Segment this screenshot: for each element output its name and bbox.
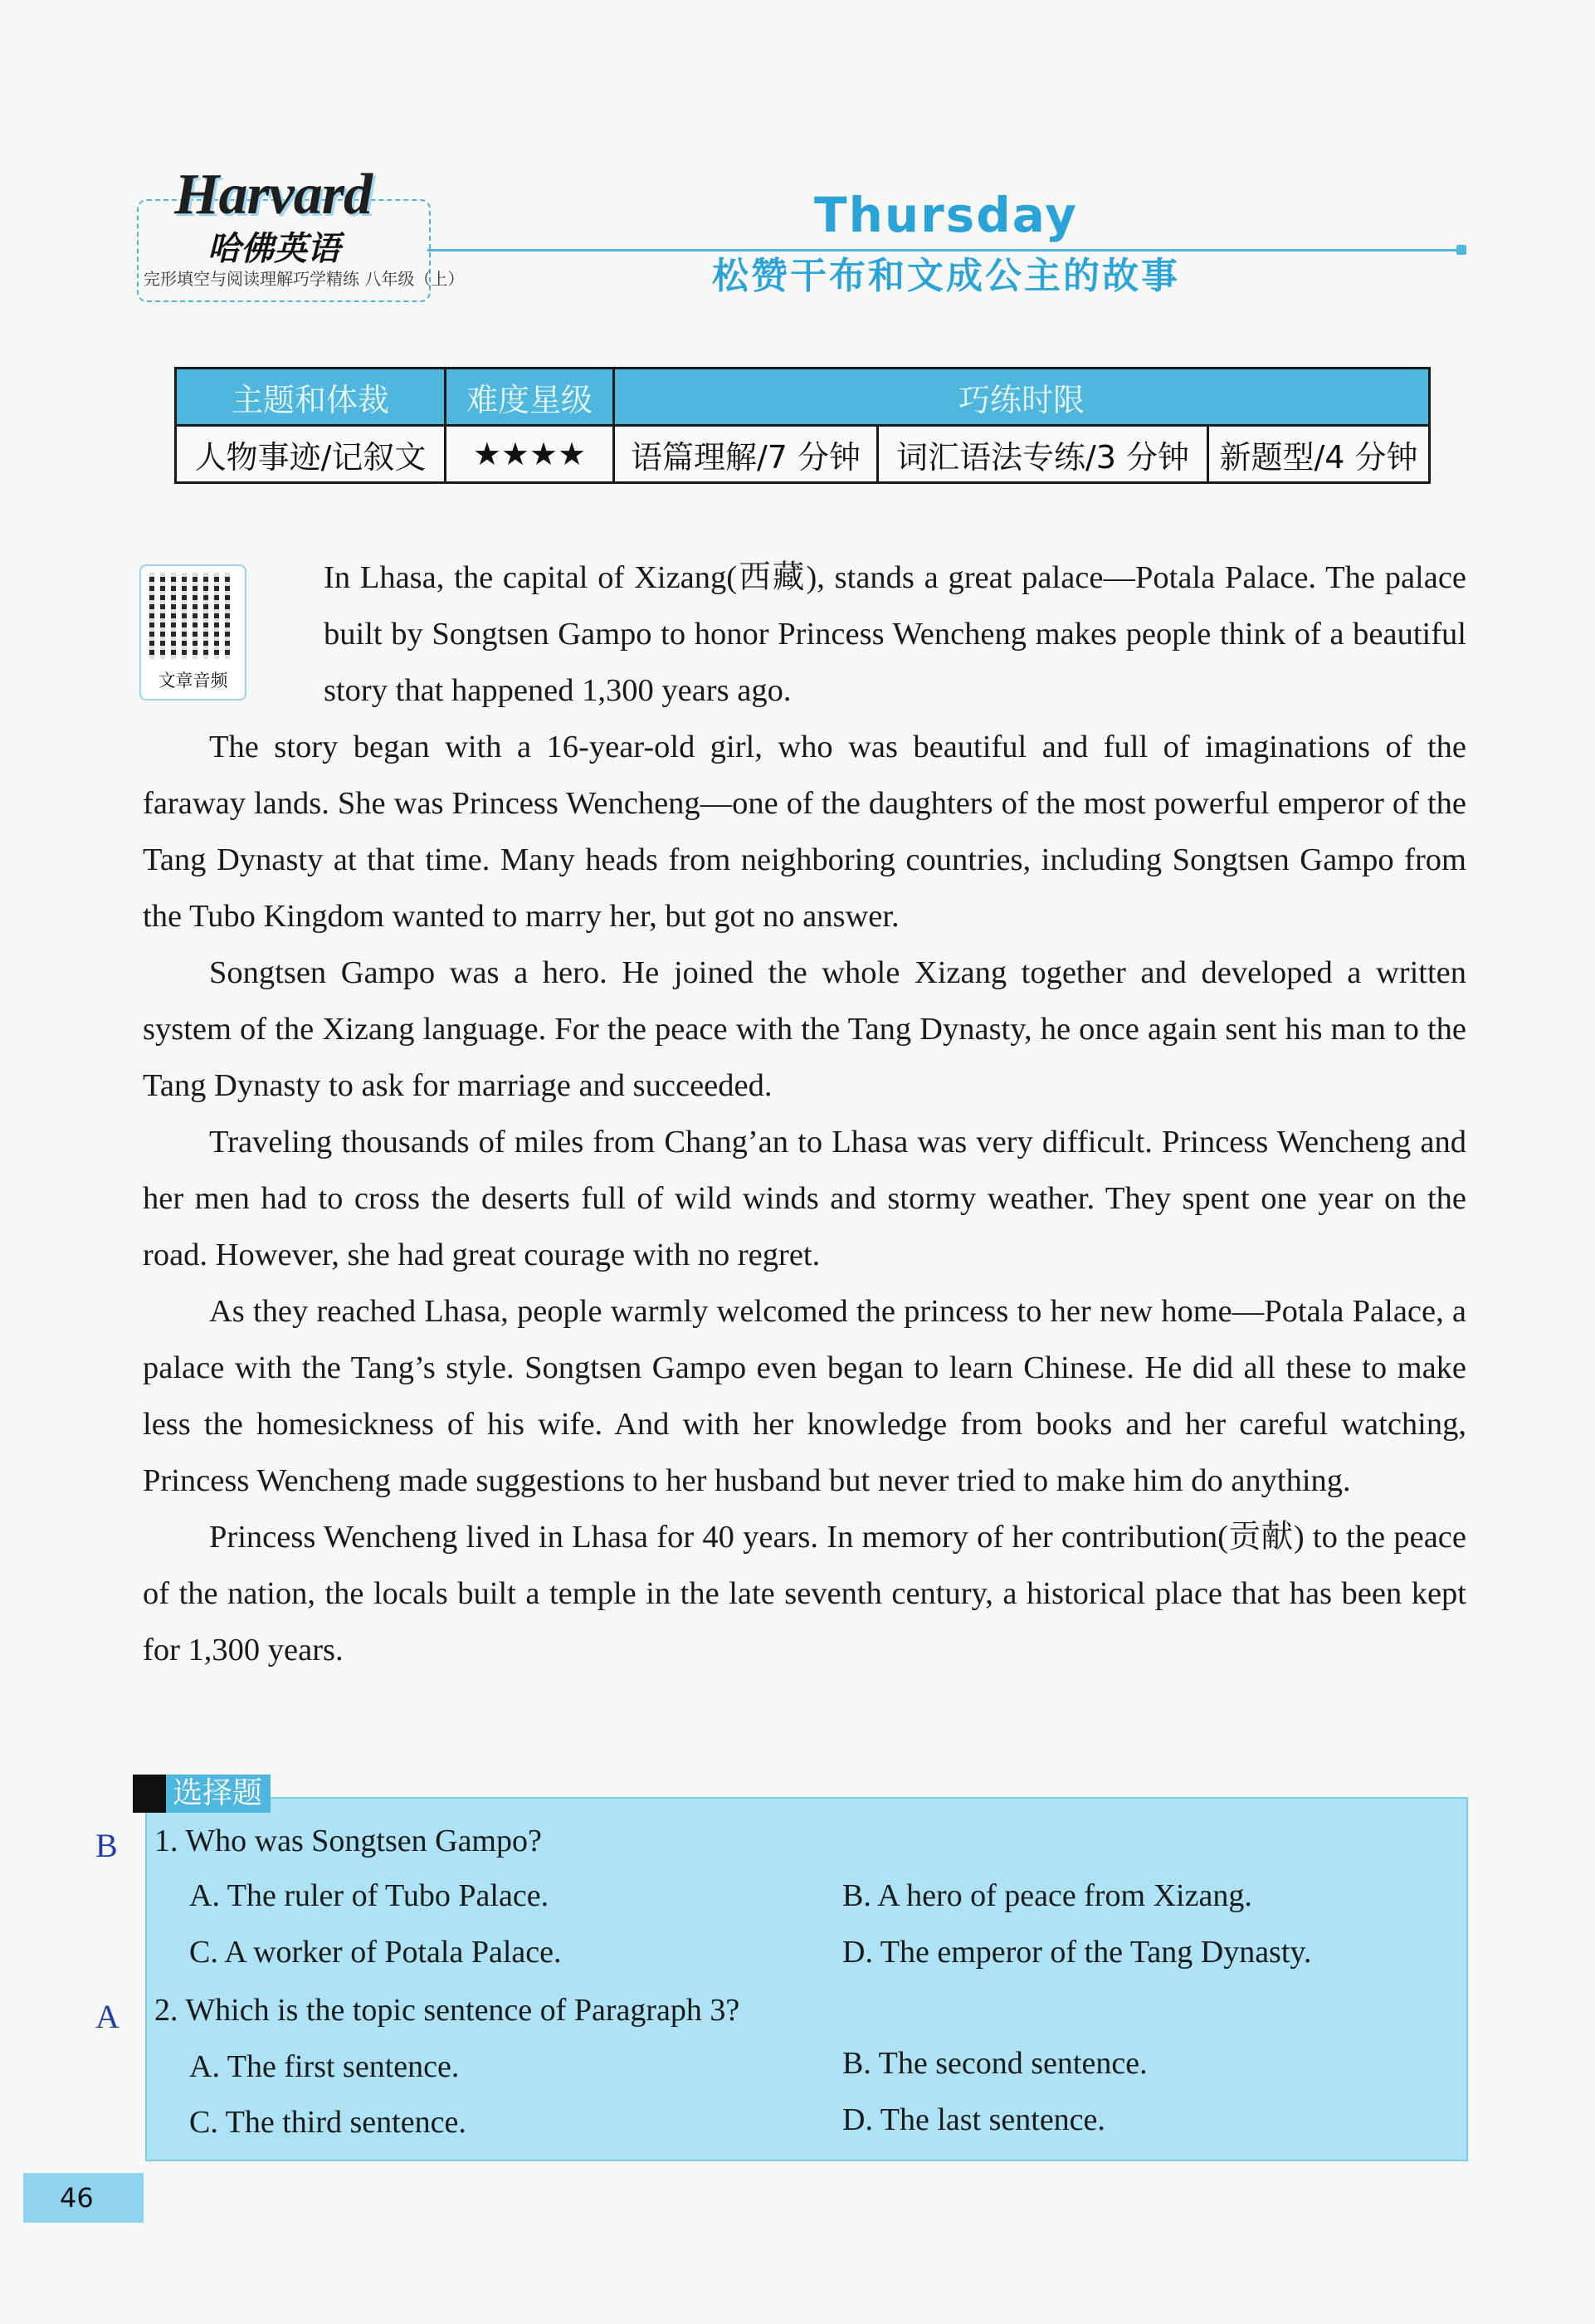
paragraph: Princess Wencheng lived in Lhasa for 40 years. In memory of her contribution(贡献) to the peace of the nation, the locals built a temple in the late seventh century, a historical place that has been kept for 1,300 years. <box>143 1520 1466 1667</box>
option[interactable]: C. The third sentence. <box>189 2105 466 2140</box>
reading-passage <box>143 549 1466 1678</box>
table-cell: 新题型/4 分钟 <box>1208 426 1430 483</box>
difficulty-stars: ★★★★ <box>446 426 614 483</box>
paragraph: The story began with a 16-year-old girl, who was beautiful and full of imaginations of the faraway lands. She was Princess Wencheng—one of the daughters of the most powerful emperor of the Tang Dynasty at that time. Many heads from neighboring countries, including Songtsen Gampo from the Tubo Kingdom wanted to marry her, but got no answer. <box>143 730 1466 934</box>
paragraph: In Lhasa, the capital of Xizang(西藏), stands a great palace—Potala Palace. The palace built by Songtsen Gampo to honor Princess Wencheng makes people think of a beautiful story that happened 1,300 years ago. <box>324 560 1466 708</box>
paragraph: As they reached Lhasa, people warmly welcomed the princess to her new home—Potala Palace, a palace with the Tang’s style. Songtsen Gampo even began to learn Chinese. He did all these to make less the homesickness of his wife. And with her knowledge from books and her careful watching, Princess Wencheng made suggestions to her husband but never tried to make him do anything. <box>143 1294 1466 1498</box>
day-title: Thursday <box>814 187 1078 243</box>
option[interactable]: A. The ruler of Tubo Palace. <box>189 1878 549 1913</box>
table-header: 难度星级 <box>446 369 614 426</box>
handwritten-answer: B <box>95 1827 118 1864</box>
option[interactable]: C. A worker of Potala Palace. <box>189 1935 562 1970</box>
table-header: 主题和体裁 <box>176 369 446 426</box>
logo-chinese: 哈佛英语 <box>207 230 340 268</box>
option[interactable]: D. The emperor of the Tang Dynasty. <box>842 1935 1312 1970</box>
logo-word: Harvard <box>174 163 372 227</box>
page-number: 46 <box>23 2173 144 2223</box>
question-stem: 1. Who was Songtsen Gampo? <box>154 1824 542 1858</box>
option[interactable]: B. The second sentence. <box>842 2046 1148 2081</box>
option[interactable]: A. The first sentence. <box>189 2049 460 2084</box>
page-title: 松赞干布和文成公主的故事 <box>712 255 1180 297</box>
section-label: 选择题 <box>133 1775 271 1813</box>
paragraph: Songtsen Gampo was a hero. He joined the whole Xizang together and developed a written system of the Xizang language. For the peace with the Tang Dynasty, he once again sent his man to the Tang Dynasty to ask for marriage and succeeded. <box>143 955 1466 1103</box>
table-cell: 人物事迹/记叙文 <box>176 426 446 483</box>
table-cell: 语篇理解/7 分钟 <box>614 426 878 483</box>
paragraph: Traveling thousands of miles from Chang’an to Lhasa was very difficult. Princess Wencheng and her men had to cross the deserts full of wild winds and stormy weather. They spent one year on the road. However, she had great courage with no regret. <box>143 1125 1466 1272</box>
option[interactable]: B. A hero of peace from Xizang. <box>842 1878 1252 1913</box>
qr-label: 文章音频 <box>158 671 228 691</box>
handwritten-answer: A <box>95 1998 120 2035</box>
info-table <box>174 367 1431 484</box>
table-cell: 词汇语法专练/3 分钟 <box>878 426 1208 483</box>
question-stem: 2. Which is the topic sentence of Paragraph 3? <box>154 1993 740 2028</box>
table-header: 巧练时限 <box>614 369 1430 426</box>
square-icon <box>133 1775 166 1813</box>
option[interactable]: D. The last sentence. <box>842 2102 1105 2137</box>
book-subtitle: 完形填空与阅读理解巧学精练 八年级（上） <box>144 269 465 289</box>
